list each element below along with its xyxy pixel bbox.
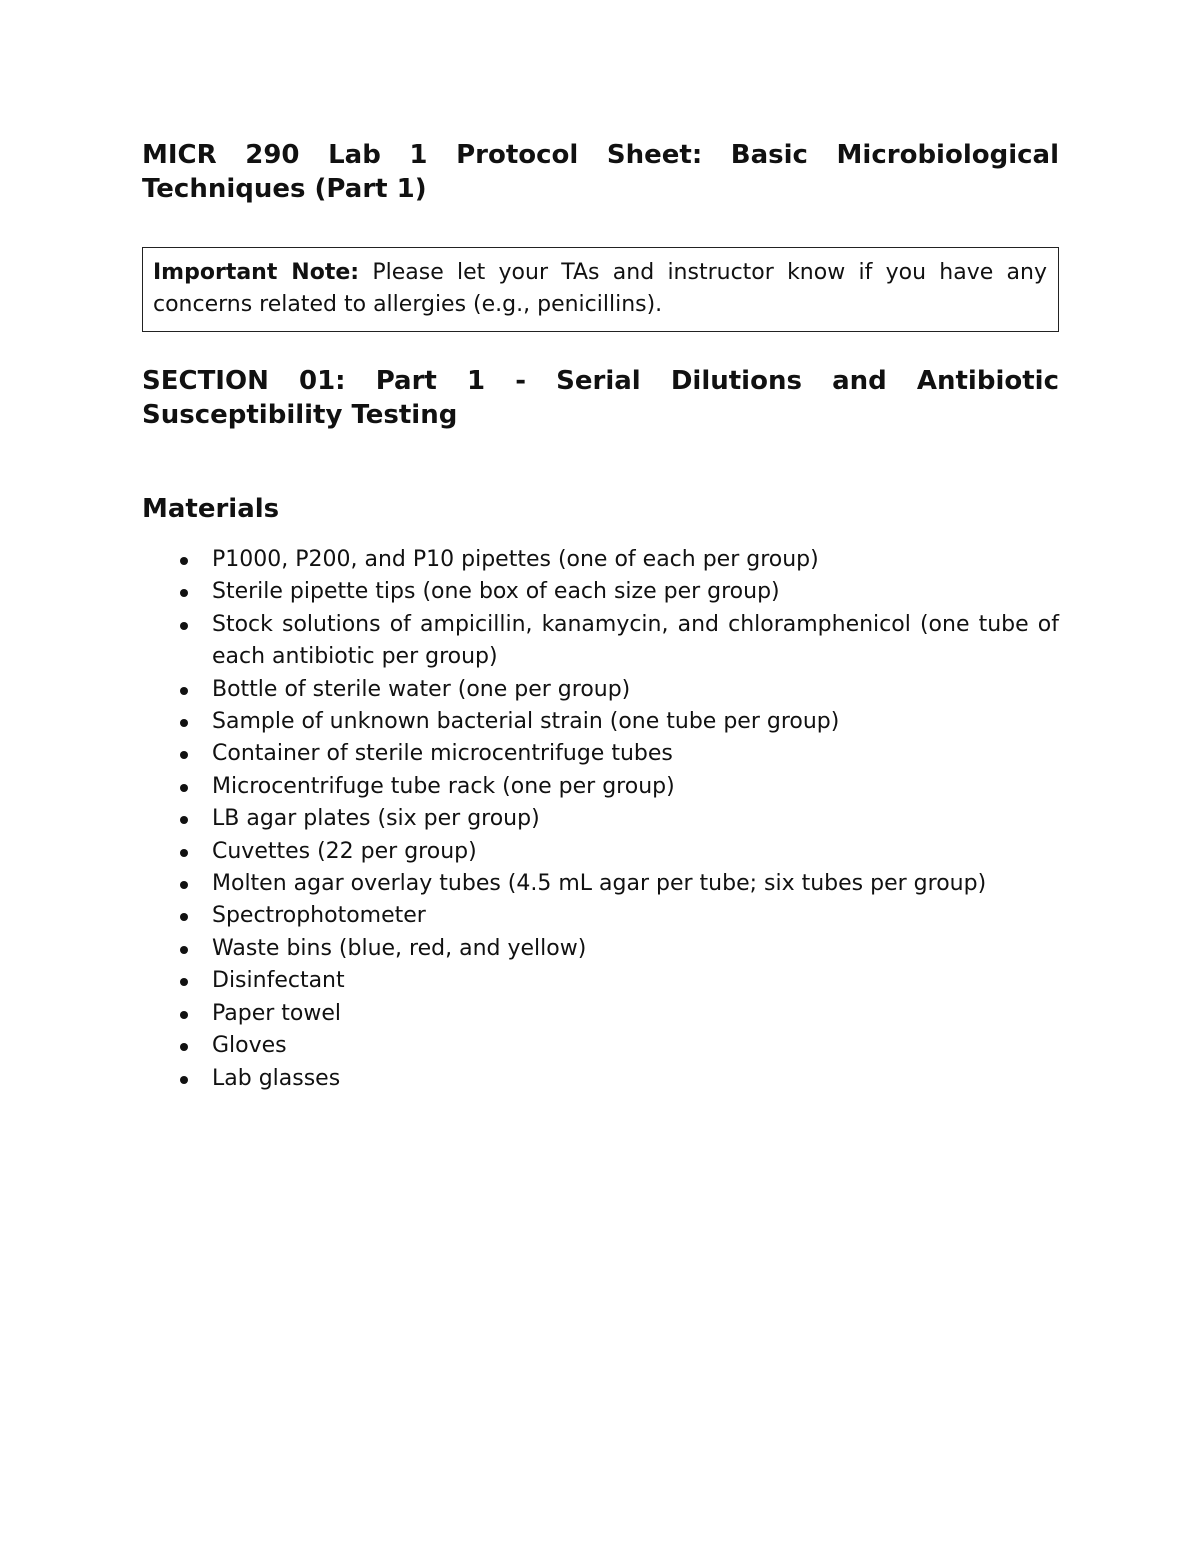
section-heading: SECTION 01: Part 1 - Serial Dilutions and Antibiotic Susceptibility Testing bbox=[142, 366, 1059, 430]
document-title: MICR 290 Lab 1 Protocol Sheet: Basic Microbiological Techniques (Part 1) bbox=[142, 140, 1059, 204]
list-item-text: P1000, P200, and P10 pipettes (one of each per group) bbox=[212, 547, 819, 572]
list-item-text: Gloves bbox=[212, 1033, 287, 1059]
bullet-icon bbox=[180, 557, 188, 565]
list-item-text: Sample of unknown bacterial strain (one tube per group) bbox=[212, 709, 840, 735]
materials-list bbox=[142, 544, 1059, 1095]
bullet-icon bbox=[180, 913, 188, 921]
list-item bbox=[212, 706, 1059, 738]
list-item-text: Stock solutions of ampicillin, kanamycin, and chloramphenicol (one tube of each antibiotic per group) bbox=[212, 611, 1059, 670]
list-item-text: Bottle of sterile water (one per group) bbox=[212, 676, 631, 702]
bullet-icon bbox=[180, 589, 188, 597]
list-item bbox=[212, 674, 1059, 706]
list-item bbox=[212, 544, 1059, 576]
list-item-text: Paper towel bbox=[212, 1000, 342, 1026]
bullet-icon bbox=[180, 1076, 188, 1084]
materials-heading: Materials bbox=[142, 494, 280, 524]
list-item bbox=[212, 609, 1059, 674]
list-item bbox=[212, 836, 1059, 868]
list-item-text: LB agar plates (six per group) bbox=[212, 806, 540, 832]
list-item-text: Cuvettes (22 per group) bbox=[212, 838, 477, 864]
bullet-icon bbox=[180, 784, 188, 792]
important-note-box bbox=[142, 247, 1059, 332]
list-item bbox=[212, 771, 1059, 803]
bullet-icon bbox=[180, 687, 188, 695]
bullet-icon bbox=[180, 881, 188, 889]
list-item-text: Sterile pipette tips (one box of each size per group) bbox=[212, 579, 780, 605]
bullet-icon bbox=[180, 622, 188, 630]
list-item-text: Microcentrifuge tube rack (one per group) bbox=[212, 773, 675, 799]
list-item bbox=[212, 965, 1059, 997]
list-item-text: Lab glasses bbox=[212, 1065, 341, 1091]
bullet-icon bbox=[180, 1043, 188, 1051]
bullet-icon bbox=[180, 946, 188, 954]
bullet-icon bbox=[180, 1011, 188, 1019]
list-item bbox=[212, 738, 1059, 770]
bullet-icon bbox=[180, 719, 188, 727]
list-item-text: Molten agar overlay tubes (4.5 mL agar per tube; six tubes per group) bbox=[212, 871, 987, 897]
list-item bbox=[212, 933, 1059, 965]
list-item bbox=[212, 576, 1059, 608]
important-note-label: Important Note: bbox=[153, 260, 360, 285]
list-item bbox=[212, 998, 1059, 1030]
list-item bbox=[212, 1030, 1059, 1062]
list-item-text: Spectrophotometer bbox=[212, 903, 426, 929]
list-item-text: Disinfectant bbox=[212, 968, 345, 994]
list-item bbox=[212, 803, 1059, 835]
document-page bbox=[142, 138, 1059, 1095]
bullet-icon bbox=[180, 751, 188, 759]
list-item-text: Waste bins (blue, red, and yellow) bbox=[212, 935, 587, 961]
bullet-icon bbox=[180, 849, 188, 857]
list-item bbox=[212, 900, 1059, 932]
list-item-text: Container of sterile microcentrifuge tubes bbox=[212, 741, 673, 767]
bullet-icon bbox=[180, 978, 188, 986]
list-item bbox=[212, 1063, 1059, 1095]
important-note-text: Please let your TAs and instructor know if you have any concerns related to allergies (e.g., penicillins). bbox=[153, 260, 1047, 317]
bullet-icon bbox=[180, 816, 188, 824]
list-item bbox=[212, 868, 1059, 900]
